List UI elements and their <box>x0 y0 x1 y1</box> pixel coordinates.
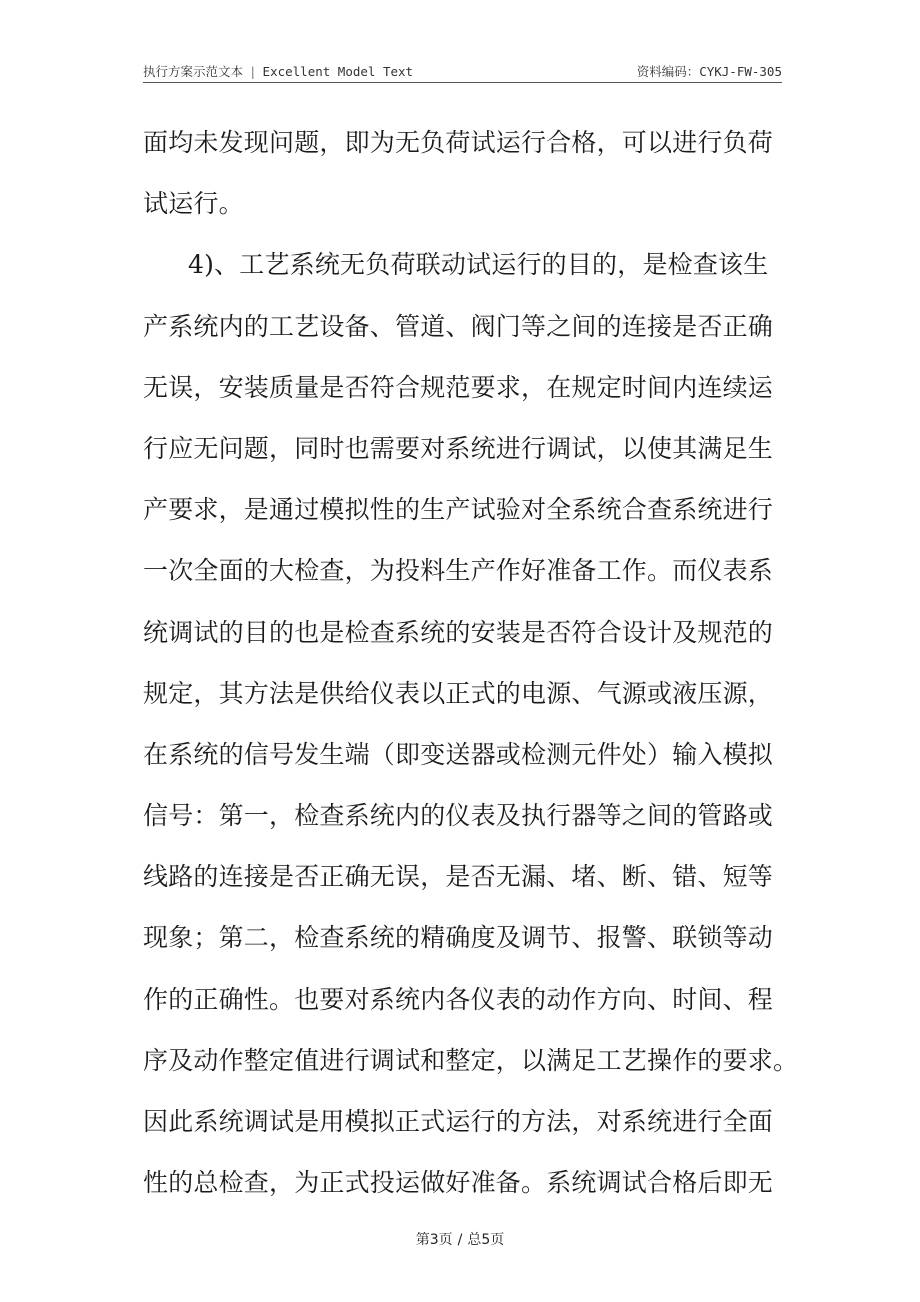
page-header <box>143 58 782 83</box>
total-suffix: 页 <box>490 1232 505 1248</box>
header-left <box>143 62 413 80</box>
text-line: 面均未发现问题，即为无负荷试运行合格，可以进行负荷 <box>143 128 774 157</box>
text-line: 行应无问题，同时也需要对系统进行调试，以使其满足生 <box>143 433 774 463</box>
total-page-number: 5 <box>481 1232 491 1248</box>
text-line: 一次全面的大检查，为投料生产作好准备工作。而仪表系 <box>143 556 774 586</box>
text-line: 线路的连接是否正确无误，是否无漏、堵、断、错、短等 <box>143 862 774 892</box>
text-line: 统调试的目的也是检查系统的安装是否符合设计及规范的 <box>143 617 774 647</box>
text-line: 规定，其方法是供给仪表以正式的电源、气源或液压源， <box>143 678 774 708</box>
text-line: 序及动作整定值进行调试和整定，以满足工艺操作的要求。 <box>143 1045 799 1075</box>
text-line: 因此系统调试是用模拟正式运行的方法，对系统进行全面 <box>143 1107 774 1136</box>
header-subtitle: Excellent Model Text <box>262 64 414 79</box>
total-prefix: 总 <box>467 1232 482 1248</box>
page-suffix: 页 <box>438 1232 453 1248</box>
header-title: 执行方案示范文本 <box>143 64 244 79</box>
text-line: 无误，安装质量是否符合规范要求，在规定时间内连续运 <box>143 372 774 402</box>
text-line: 作的正确性。也要对系统内各仪表的动作方向、时间、程 <box>143 984 774 1014</box>
page-slash: / <box>457 1232 463 1248</box>
paragraph-start-line: 4)、工艺系统无负荷联动试运行的目的，是检查该生 <box>188 250 769 280</box>
page-footer <box>0 1229 920 1249</box>
current-page-number: 3 <box>429 1232 439 1248</box>
text-line: 产系统内的工艺设备、管道、阀门等之间的连接是否正确 <box>143 311 774 341</box>
text-line: 现象；第二，检查系统的精确度及调节、报警、联锁等动 <box>143 923 774 953</box>
text-line: 在系统的信号发生端（即变送器或检测元件处）输入模拟 <box>143 739 774 769</box>
header-separator: | <box>249 64 257 79</box>
text-line: 试运行。 <box>143 189 244 219</box>
text-line: 信号：第一，检查系统内的仪表及执行器等之间的管路或 <box>143 801 774 831</box>
text-line: 性的总检查，为正式投运做好准备。系统调试合格后即无 <box>143 1168 774 1198</box>
document-code: 资料编码：CYKJ-FW-305 <box>636 64 782 79</box>
page-prefix: 第 <box>415 1232 430 1248</box>
text-line: 产要求，是通过模拟性的生产试验对全系统合查系统进行 <box>143 495 774 525</box>
document-body <box>143 112 799 1213</box>
